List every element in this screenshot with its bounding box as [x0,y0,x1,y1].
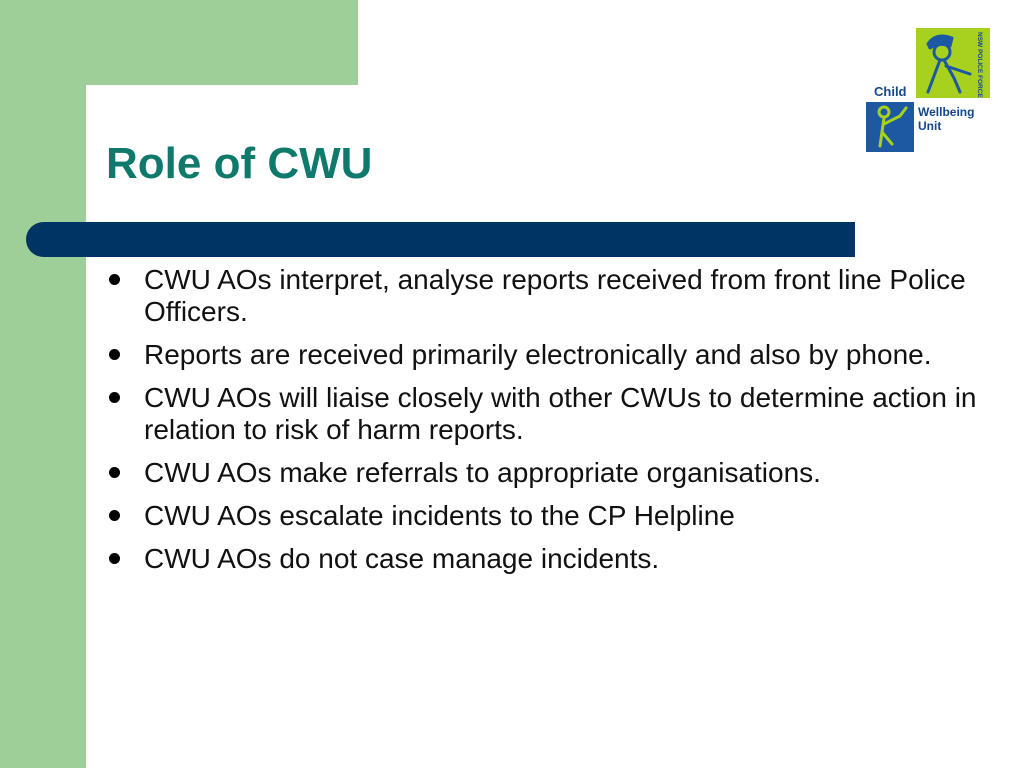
bullet-item [106,264,986,328]
bullet-item [106,543,986,575]
bullet-dot-icon [109,392,120,403]
background-green-strip-left [0,0,86,768]
slide-title: Role of CWU [106,139,373,188]
title-underline-bar [26,222,855,257]
bullet-item [106,382,986,446]
bullet-dot-icon [109,467,120,478]
background-green-strip-top [0,0,358,85]
bullet-text: CWU AOs interpret, analyse reports received from front line Police Officers. [144,264,966,327]
bullet-dot-icon [109,553,120,564]
bullet-item [106,339,986,371]
bullet-text: Reports are received primarily electronically and also by phone. [144,339,932,370]
logo-text-child: Child [874,84,907,99]
bullet-item [106,500,986,532]
bullet-text: CWU AOs will liaise closely with other CWUs to determine action in relation to risk of harm reports. [144,382,977,445]
logo-side-text: NSW POLICE FORCE [976,32,983,98]
logo-text-wellbeing: Wellbeing [918,105,975,119]
logo-text-unit: Unit [918,119,942,133]
bullet-dot-icon [109,349,120,360]
bullet-text: CWU AOs escalate incidents to the CP Helpline [144,500,735,531]
bullet-dot-icon [109,510,120,521]
child-wellbeing-unit-logo [866,28,990,152]
bullet-item [106,457,986,489]
bullet-dot-icon [109,274,120,285]
bullet-list [106,264,986,586]
bullet-text: CWU AOs make referrals to appropriate organisations. [144,457,821,488]
bullet-text: CWU AOs do not case manage incidents. [144,543,660,574]
